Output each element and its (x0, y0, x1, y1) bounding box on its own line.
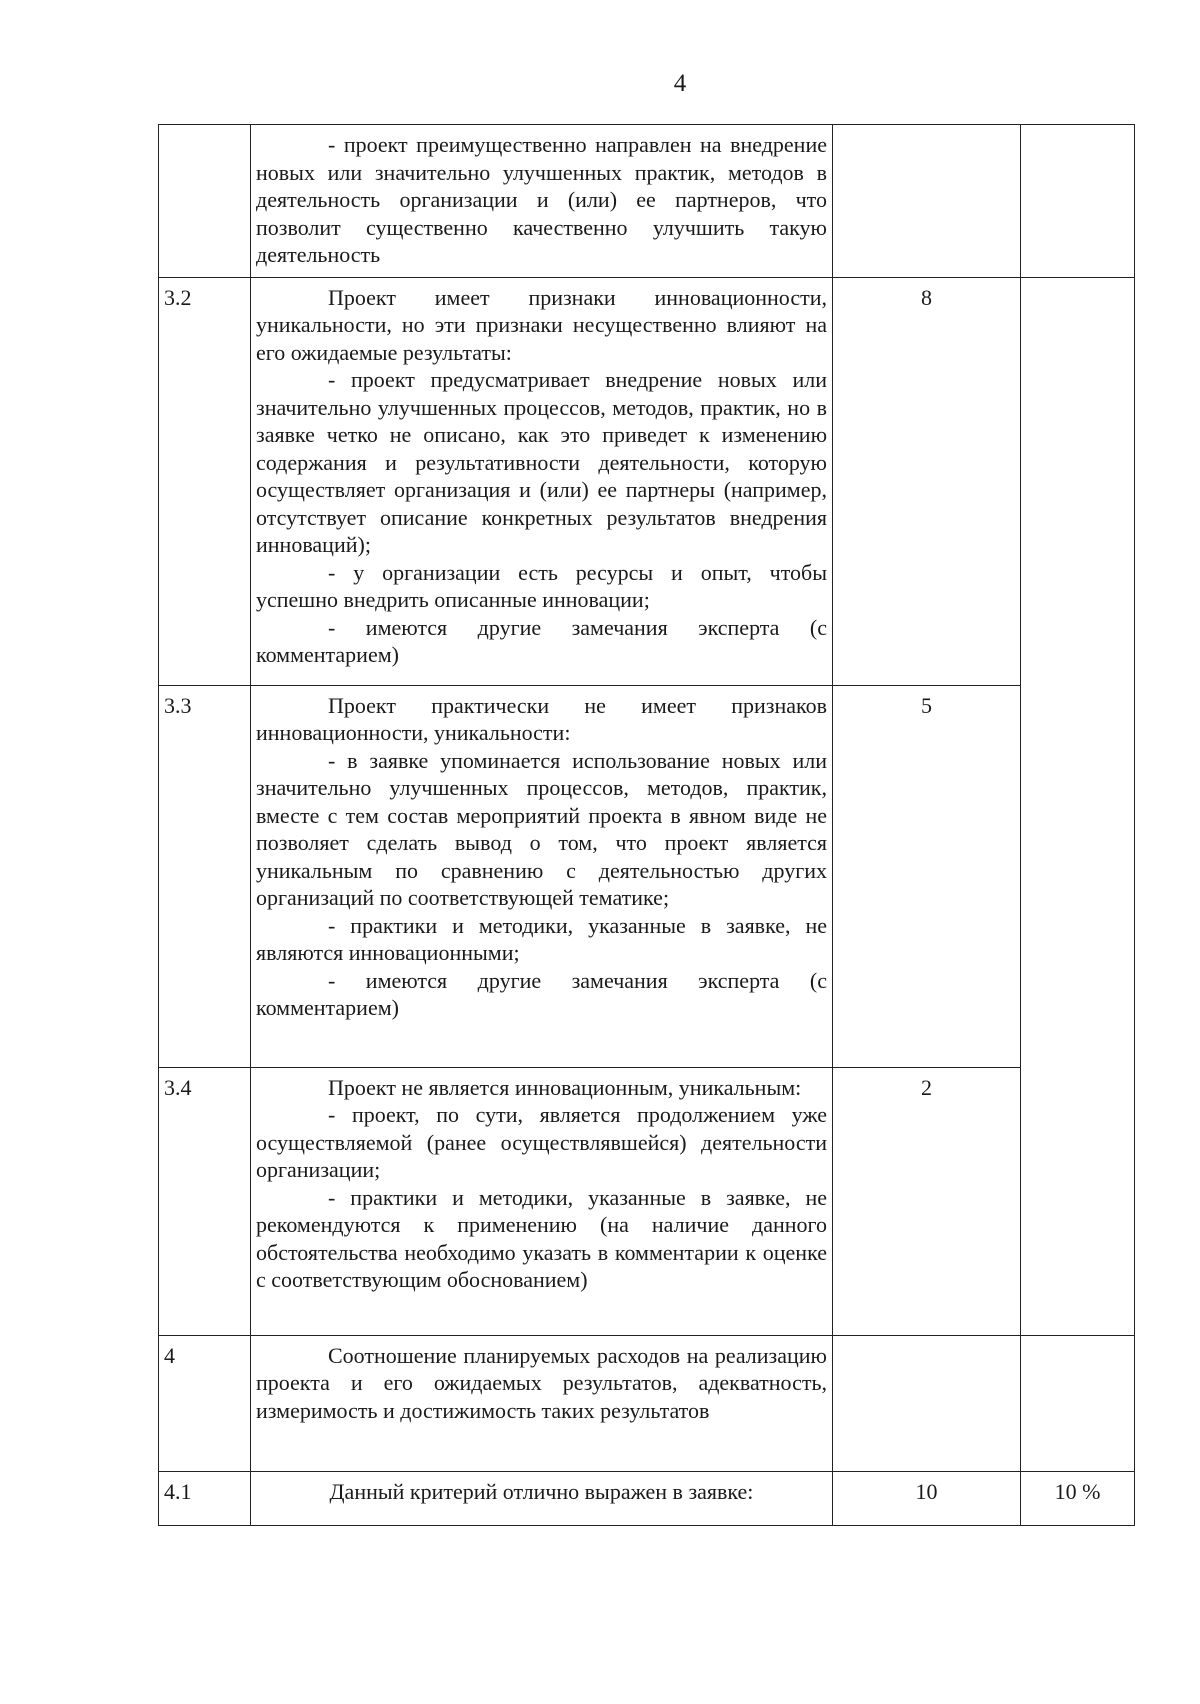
criterion-score (833, 125, 1021, 278)
criterion-number: 3.3 (159, 685, 251, 1067)
criterion-description (251, 1471, 833, 1525)
criterion-description (251, 1067, 833, 1335)
table-row (159, 685, 1135, 1067)
table-row (159, 125, 1135, 278)
criterion-score: 5 (833, 685, 1021, 1067)
description-paragraph: - проект предусматривает внедрение новых или значительно улучшенных процессов, методов, практик, но в заявке четко не описано, как это приведет к изменению содержания и результативности деятельности, которую осуществляет организация и (или) ее партнеры (например, отсутствует описание конкретных результатов внедрения инноваций); (256, 367, 827, 557)
description-paragraph: - проект, по сути, является продолжением уже осуществляемой (ранее осуществлявшейся) деятельности организации; (256, 1102, 827, 1182)
description-paragraph: Соотношение планируемых расходов на реализацию проекта и его ожидаемых результатов, адекватность, измеримость и достижимость таких результатов (256, 1342, 827, 1423)
description-paragraph: Проект не является инновационным, уникальным: (328, 1074, 802, 1100)
table-row (159, 1335, 1135, 1471)
criterion-score: 2 (833, 1067, 1021, 1335)
table-row (159, 277, 1135, 685)
criterion-score: 8 (833, 277, 1021, 685)
criterion-number (159, 125, 251, 278)
criterion-number: 4 (159, 1335, 251, 1471)
criterion-description (251, 277, 833, 685)
criterion-weight (1021, 277, 1135, 1335)
criterion-number: 4.1 (159, 1471, 251, 1525)
page-number: 4 (673, 70, 687, 97)
description-paragraph: Проект имеет признаки инновационности, уникальности, но эти признаки несущественно влияют на его ожидаемые результаты: (256, 284, 827, 365)
description-paragraph: - практики и методики, указанные в заявке, не рекомендуются к применению (на наличие данного обстоятельства необходимо указать в комментарии к оценке с соответствующим обоснованием) (256, 1184, 827, 1292)
criterion-weight (1021, 125, 1135, 278)
criterion-weight (1021, 1335, 1135, 1471)
criterion-number: 3.2 (159, 277, 251, 685)
criterion-description (251, 1335, 833, 1471)
description-paragraph: Данный критерий отлично выражен в заявке: (329, 1478, 754, 1504)
description-paragraph: - имеются другие замечания эксперта (с комментарием) (256, 967, 827, 1020)
description-paragraph: - у организации есть ресурсы и опыт, чтобы успешно внедрить описанные инновации; (256, 559, 827, 612)
criterion-description (251, 125, 833, 278)
criterion-description (251, 685, 833, 1067)
description-paragraph: Проект практически не имеет признаков инновационности, уникальности: (256, 692, 827, 745)
table-row (159, 1471, 1135, 1525)
criterion-weight: 10 % (1021, 1471, 1135, 1525)
description-paragraph: - проект преимущественно направлен на внедрение новых или значительно улучшенных практик, методов в деятельность организации и (или) ее партнеров, что позволит существенно качественно улучшить такую деятельность (256, 132, 827, 267)
description-paragraph: - имеются другие замечания эксперта (с комментарием) (256, 614, 827, 667)
description-paragraph: - в заявке упоминается использование новых или значительно улучшенных процессов, методов, практик, вместе с тем состав мероприятий проекта в явном виде не позволяет сделать вывод о том, что проект является уникальным по сравнению с деятельностью других организаций по соответствующей тематике; (256, 747, 827, 910)
table-row (159, 1067, 1135, 1335)
criterion-score: 10 (833, 1471, 1021, 1525)
description-paragraph: - практики и методики, указанные в заявке, не являются инновационными; (256, 912, 827, 965)
criteria-table (158, 124, 1135, 1526)
criterion-number: 3.4 (159, 1067, 251, 1335)
criterion-score (833, 1335, 1021, 1471)
